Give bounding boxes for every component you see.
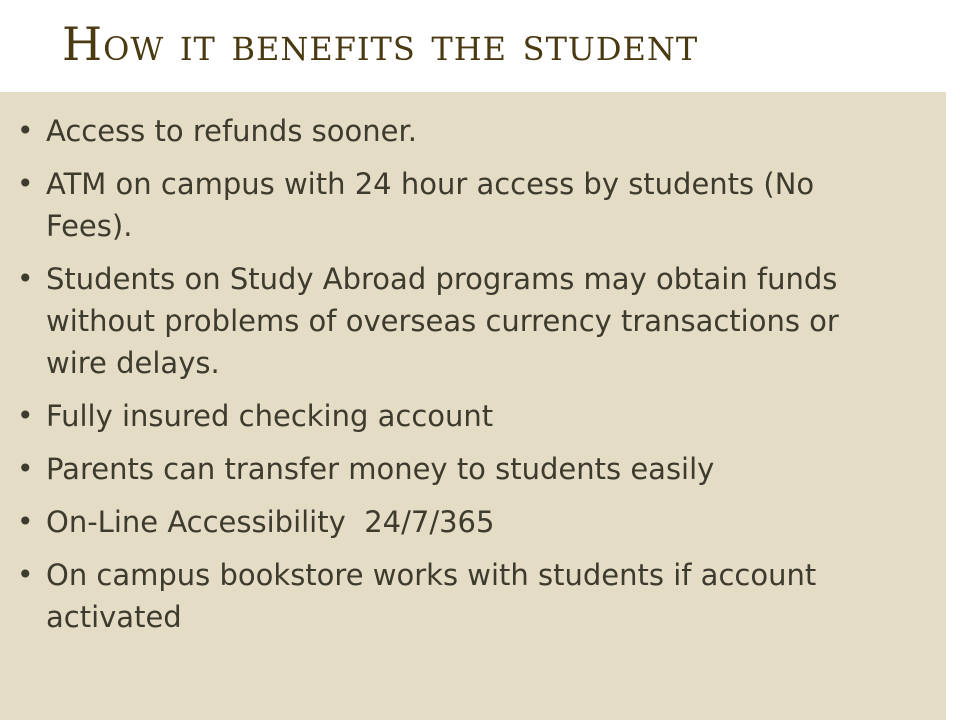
bullet-item [0,448,946,490]
bullet-text: Fully insured checking account [46,399,494,433]
bullet-icon: • [17,399,34,432]
bullet-list [0,110,946,649]
right-edge-strip [946,92,960,720]
bullet-text: Students on Study Abroad programs may obtain funds without problems of overseas currency transactions or wire delays. [46,262,839,380]
slide-title: How it benefits the student [62,17,699,71]
bullet-icon: • [17,114,34,147]
bullet-item [0,258,946,384]
bullet-item [0,110,946,152]
bullet-icon: • [17,452,34,485]
bullet-item [0,501,946,543]
content-area [0,92,946,720]
bullet-item [0,554,946,638]
bullet-item [0,395,946,437]
bullet-icon: • [17,167,34,200]
bullet-text: Access to refunds sooner. [46,114,417,148]
bullet-text: On-Line Accessibility 24/7/365 [46,505,495,539]
bullet-icon: • [17,558,34,591]
bullet-icon: • [17,505,34,538]
bullet-text: Parents can transfer money to students easily [46,452,715,486]
title-bar [0,0,960,92]
bullet-text: On campus bookstore works with students if account activated [46,558,817,634]
bullet-icon: • [17,262,34,295]
bullet-item [0,163,946,247]
bullet-text: ATM on campus with 24 hour access by students (No Fees). [46,167,815,243]
